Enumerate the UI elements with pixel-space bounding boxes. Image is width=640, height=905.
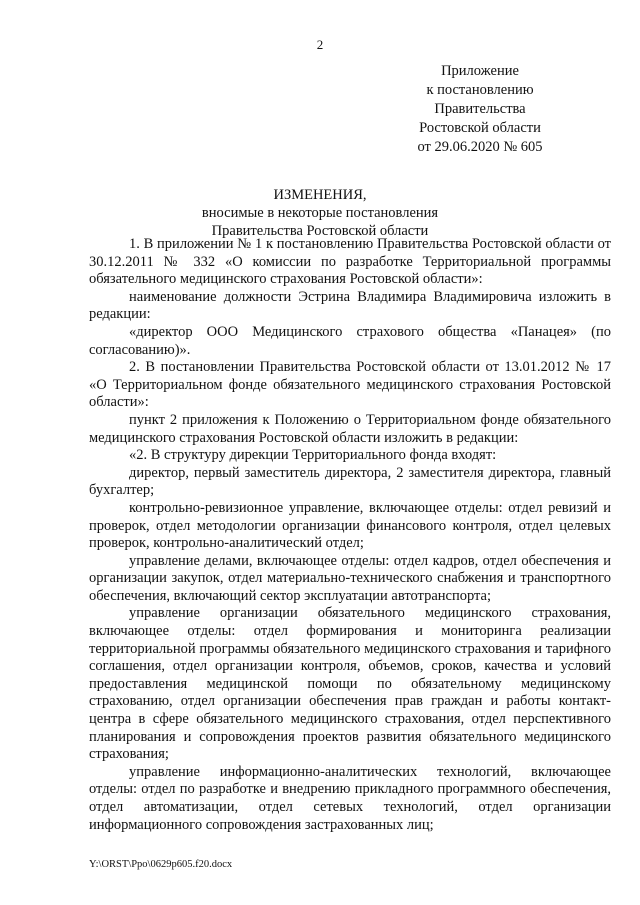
paragraph: 2. В постановлении Правительства Ростовской области от 13.01.2012 № 17 «О Территориальном фонде обязательного медицинского страхования Ростовской области»: — [89, 359, 611, 411]
appendix-line: к постановлению — [426, 82, 534, 98]
appendix-block — [380, 62, 580, 157]
heading-subtitle: Правительства Ростовской области — [211, 223, 429, 239]
appendix-line: Приложение — [441, 63, 519, 79]
document-heading — [0, 186, 640, 240]
paragraph: контрольно-ревизионное управление, включающее отделы: отдел ревизий и проверок, отдел методологии организации финансового контроля, отдел целевых проверок, контрольно-аналитический отдел; — [89, 499, 611, 552]
heading-subtitle: вносимые в некоторые постановления — [201, 205, 439, 221]
paragraph: 1. В приложении № 1 к постановлению Правительства Ростовской области от 30.12.2011 № 332 «О комиссии по разработке Территориальной программы обязательного медицинского страхования Ростовской области»: — [89, 236, 611, 288]
page-number: 2 — [316, 37, 324, 52]
appendix-line: Ростовской области — [419, 120, 541, 136]
document-body — [89, 236, 611, 834]
paragraph: наименование должности Эстрина Владимира Владимировича изложить в редакции: — [89, 288, 611, 323]
paragraph: «2. В структуру дирекции Территориального фонда входят: — [129, 447, 497, 464]
paragraph: директор, первый заместитель директора, 2 заместителя директора, главный бухгалтер; — [89, 464, 611, 499]
file-path-footer: Y:\ORST\Ppo\0629p605.f20.docx — [89, 859, 233, 870]
paragraph: «директор ООО Медицинского страхового общества «Панацея» (по согласованию)». — [89, 323, 611, 358]
paragraph: пункт 2 приложения к Положению о Территориальном фонде обязательного медицинского страхования Ростовской области изложить в редакции: — [89, 411, 611, 446]
appendix-line: Правительства — [434, 101, 526, 117]
appendix-date-line: от 29.06.2020 № 605 — [417, 139, 543, 155]
paragraph: управление информационно-аналитических технологий, включающее отделы: отдел по разработке и внедрению прикладного программного обеспечения, отдел автоматизации, отдел сетевых технологий, отдел организации информационного сопровождения застрахованных лиц; — [89, 763, 611, 833]
paragraph: управление организации обязательного медицинского страхования, включающее отделы: отдел формирования и мониторинга реализации территориальной программы обязательного медицинского страхования и тарифного соглашения, отдел организации контроля, объемов, сроков, качества и условий предоставления медицинской помощи по обязательному медицинскому страхованию, отдел организации обеспечения прав граждан и работы контакт-центра в сфере обязательного медицинского страхования, отдел перспективного планирования и сопровождения проектов развития обязательного медицинского страхования; — [89, 605, 611, 763]
heading-title: ИЗМЕНЕНИЯ, — [273, 187, 367, 203]
paragraph: управление делами, включающее отделы: отдел кадров, отдел обеспечения и организации закупок, отдел материально-технического снабжения и транспортного обеспечения, включающий сектор эксплуатации автотранспорта; — [89, 552, 611, 604]
